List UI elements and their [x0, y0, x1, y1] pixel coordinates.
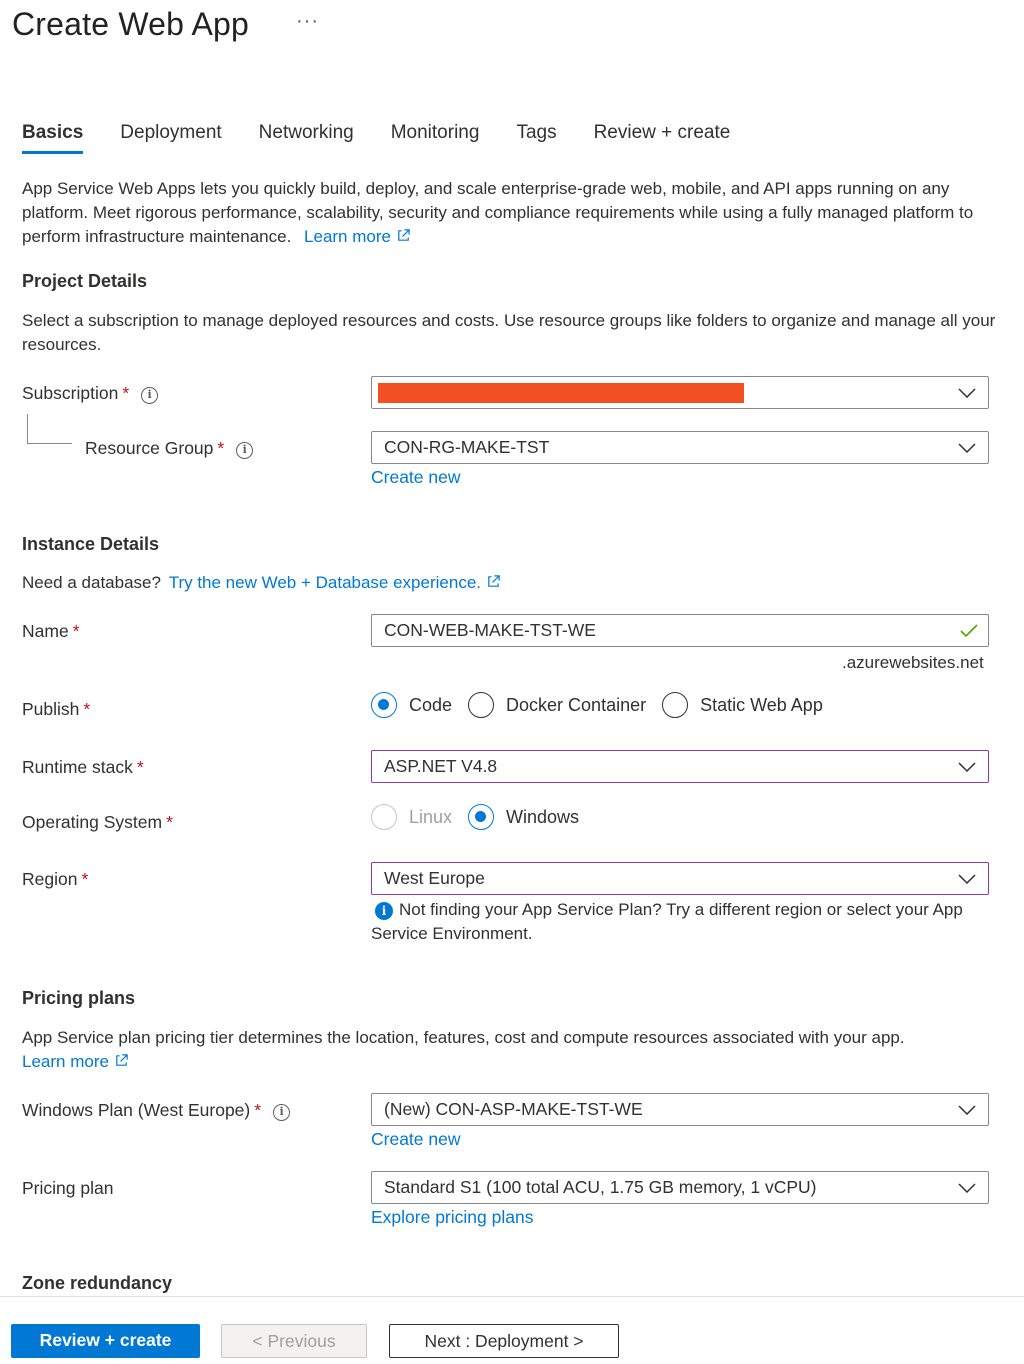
publish-label: Publish * — [22, 699, 91, 719]
intro-description: App Service Web Apps lets you quickly build, deploy, and scale enterprise-grade web, mobile, and API apps running on any platform. Meet rigorous performance, scalability, security and compliance requirements while using a fully managed platform to perform infrastructure maintenance. — [22, 179, 974, 246]
chevron-down-icon — [958, 762, 976, 772]
tab-basics[interactable]: Basics — [22, 122, 83, 154]
more-options-icon[interactable]: ··· — [296, 10, 319, 32]
tab-review-create[interactable]: Review + create — [593, 122, 731, 143]
region-info-message: i Not finding your App Service Plan? Try a different region or select your App Service Environment. — [371, 900, 963, 943]
pricing-plans-heading: Pricing plans — [22, 988, 136, 1008]
review-create-button[interactable]: Review + create — [11, 1324, 200, 1358]
windows-plan-value: (New) CON-ASP-MAKE-TST-WE — [384, 1099, 643, 1119]
chevron-down-icon — [958, 388, 976, 398]
subscription-dropdown[interactable] — [371, 376, 989, 409]
runtime-stack-dropdown[interactable] — [371, 750, 989, 783]
redacted-subscription — [378, 383, 744, 403]
zone-redundancy-heading: Zone redundancy — [22, 1273, 173, 1293]
create-new-resource-group-link[interactable]: Create new — [371, 467, 461, 487]
pricing-plan-label: Pricing plan — [22, 1178, 114, 1198]
publish-radio-group — [371, 692, 839, 718]
instance-details-heading: Instance Details — [22, 534, 160, 554]
chevron-down-icon — [958, 874, 976, 884]
pricing-plan-value: Standard S1 (100 total ACU, 1.75 GB memory, 1 vCPU) — [384, 1177, 817, 1197]
required-asterisk: * — [166, 812, 173, 832]
publish-option-static[interactable]: Static Web App — [662, 692, 823, 718]
publish-option-docker[interactable]: Docker Container — [468, 692, 646, 718]
project-details-heading: Project Details — [22, 271, 148, 291]
explore-pricing-link[interactable]: Explore pricing plans — [371, 1207, 534, 1227]
os-option-linux: Linux — [371, 804, 452, 830]
region-label: Region * — [22, 869, 89, 889]
os-radio-group — [371, 804, 595, 830]
radio-selected[interactable] — [371, 692, 397, 718]
previous-button[interactable]: < Previous — [221, 1324, 367, 1358]
resource-group-label: Resource Group * i — [85, 438, 253, 459]
project-details-desc: Select a subscription to manage deployed resources and costs. Use resource groups like folders to organize and manage all your resources. — [22, 311, 996, 354]
external-link-icon — [114, 1053, 129, 1068]
required-asterisk: * — [254, 1100, 262, 1120]
tab-networking[interactable]: Networking — [258, 122, 354, 143]
info-filled-icon: i — [375, 902, 393, 920]
chevron-down-icon — [958, 1105, 976, 1115]
chevron-down-icon — [958, 1183, 976, 1193]
pricing-learn-more-link[interactable]: Learn more — [22, 1052, 129, 1071]
windows-plan-label: Windows Plan (West Europe) * i — [22, 1100, 290, 1121]
runtime-stack-label: Runtime stack * — [22, 757, 144, 777]
tree-connector — [27, 414, 72, 444]
pricing-plan-dropdown[interactable] — [371, 1171, 989, 1204]
chevron-down-icon — [958, 443, 976, 453]
next-deployment-button[interactable]: Next : Deployment > — [389, 1324, 619, 1358]
required-asterisk: * — [122, 383, 130, 403]
external-link-icon — [486, 574, 501, 589]
learn-more-link[interactable]: Learn more — [304, 227, 411, 246]
web-database-link[interactable]: Try the new Web + Database experience. — [169, 573, 501, 592]
radio-disabled — [371, 804, 397, 830]
required-asterisk: * — [72, 621, 80, 641]
publish-option-code[interactable]: Code — [371, 692, 452, 718]
tab-deployment[interactable]: Deployment — [120, 122, 222, 143]
create-new-plan-link[interactable]: Create new — [371, 1129, 461, 1149]
external-link-icon — [396, 228, 411, 243]
intro-text — [22, 177, 997, 249]
runtime-stack-value: ASP.NET V4.8 — [384, 756, 498, 776]
domain-suffix: .azurewebsites.net — [842, 653, 984, 672]
region-dropdown[interactable] — [371, 862, 989, 895]
required-asterisk: * — [81, 869, 89, 889]
subscription-label: Subscription * i — [22, 383, 158, 404]
resource-group-dropdown[interactable] — [371, 431, 989, 464]
radio[interactable] — [662, 692, 688, 718]
radio-selected[interactable] — [468, 804, 494, 830]
name-value: CON-WEB-MAKE-TST-WE — [384, 620, 596, 640]
name-input[interactable] — [371, 614, 989, 647]
windows-plan-dropdown[interactable] — [371, 1093, 989, 1126]
info-icon[interactable]: i — [236, 442, 253, 459]
name-label: Name * — [22, 621, 80, 641]
radio[interactable] — [468, 692, 494, 718]
os-label: Operating System * — [22, 812, 173, 832]
footer-bar — [0, 1296, 1024, 1364]
database-prompt: Need a database? Try the new Web + Database experience. — [22, 571, 501, 595]
os-option-windows[interactable]: Windows — [468, 804, 579, 830]
tab-tags[interactable]: Tags — [516, 122, 557, 143]
page-title: Create Web App — [12, 6, 250, 42]
resource-group-value: CON-RG-MAKE-TST — [384, 437, 550, 457]
pricing-desc: App Service plan pricing tier determines the location, features, cost and compute resources associated with your app. Learn more — [22, 1028, 905, 1071]
info-icon[interactable]: i — [273, 1104, 290, 1121]
checkmark-icon — [960, 624, 978, 638]
region-value: West Europe — [384, 868, 485, 888]
required-asterisk: * — [217, 438, 225, 458]
info-icon[interactable]: i — [141, 387, 158, 404]
tab-bar — [22, 122, 767, 154]
required-asterisk: * — [136, 757, 144, 777]
tab-monitoring[interactable]: Monitoring — [390, 122, 480, 143]
required-asterisk: * — [83, 699, 91, 719]
